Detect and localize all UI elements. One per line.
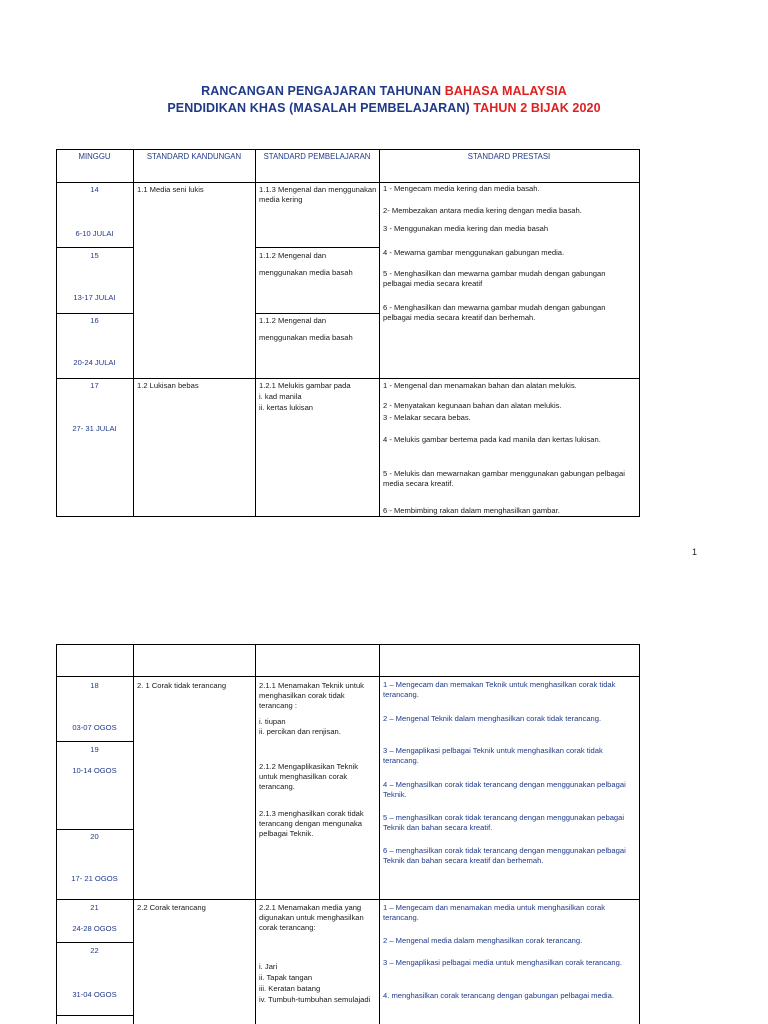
week-date: 27- 31 JULAI [72,424,117,433]
standard-prestasi: 5 - Melukis dan mewarnakan gambar menggunakan gabungan pelbagai media secara kreatif. [383,469,625,488]
header-minggu: MINGGU [78,152,111,161]
table-border [639,149,640,517]
standard-pembelajaran: 2.2.1 Menamakan media yang digunakan untuk menghasilkan corak terancang: [259,903,364,932]
week-number: 16 [90,316,99,325]
table-border [56,149,640,150]
standard-pembelajaran: menggunakan media basah [259,333,353,342]
standard-pembelajaran: iii. Keratan batang [259,984,321,993]
table-border [133,644,134,1024]
week-number: 17 [90,381,99,390]
standard-kandungan: 2. 1 Corak tidak terancang [137,681,227,690]
standard-prestasi: 3 – Mengaplikasi pelbagai media untuk menghasilkan corak terancang. [383,958,622,967]
table-border [56,829,133,830]
standard-prestasi: 3 - Melakar secara bebas. [383,413,471,422]
standard-prestasi: 1 – Mengecam dan memakan Teknik untuk menghasilkan corak tidak terancang. [383,680,616,699]
standard-prestasi: 5 - Menghasilkan dan mewarna gambar mudah dengan gabungan pelbagai media secara kreatif [383,269,606,288]
standard-prestasi: 2 – Mengenal Teknik dalam menghasilkan corak tidak terancang. [383,714,602,723]
table-border [56,247,133,248]
standard-pembelajaran: 1.1.2 Mengenal dan [259,251,327,260]
week-date: 03-07 OGOS [72,723,117,732]
standard-prestasi: 1 - Mengecam media kering dan media basah. [383,184,540,193]
header-standard-prestasi: STANDARD PRESTASI [467,152,551,161]
standard-prestasi: 4 - Mewarna gambar menggunakan gabungan media. [383,248,565,257]
week-number: 15 [90,251,99,260]
standard-kandungan: 1.2 Lukisan bebas [137,381,199,390]
table-border [133,149,134,517]
standard-prestasi: 5 – menghasilkan corak tidak terancang dengan menggunakan pebagai Teknik dan bahan secara kreatif. [383,813,625,832]
table-border [56,741,133,742]
table-border [56,676,640,677]
standard-pembelajaran: ii. Tapak tangan [259,973,313,982]
document-title-line-2 [0,101,768,115]
week-date: 24-28 OGOS [72,924,117,933]
header-standard-kandungan: STANDARD KANDUNGAN [146,152,242,161]
standard-prestasi: 2- Membezakan antara media kering dengan media basah. [383,206,582,215]
week-date: 13-17 JULAI [73,293,116,302]
table-border [255,247,379,248]
standard-pembelajaran: i. tiupan [259,717,286,726]
title-line-1-main: RANCANGAN PENGAJARAN TAHUNAN [201,84,445,98]
standard-prestasi: 4. menghasilkan corak terancang dengan gabungan pelbagai media. [383,991,614,1000]
title-line-2-main: PENDIDIKAN KHAS (MASALAH PEMBELAJARAN) [167,101,474,115]
document-title-line-1 [0,84,768,98]
week-date: 31-04 OGOS [72,990,117,999]
standard-prestasi: 3 - Menggunakan media kering dan media basah [383,224,549,233]
standard-prestasi: 1 - Mengenal dan menamakan bahan dan alatan melukis. [383,381,577,390]
standard-prestasi: 6 – menghasilkan corak tidak terancang dengan menggunakan pelbagai Teknik dan bahan secara kreatif dan berhemah. [383,846,626,865]
week-date: 10-14 OGOS [72,766,117,775]
table-border [56,313,133,314]
table-border [639,644,640,1024]
table-border [56,149,57,517]
table-border [379,644,380,1024]
table-border [56,378,640,379]
table-border [255,644,256,1024]
standard-pembelajaran: menggunakan media basah [259,268,353,277]
week-number: 14 [90,185,99,194]
week-date: 6-10 JULAI [75,229,114,238]
standard-prestasi: 2 - Menyatakan kegunaan bahan dan alatan melukis. [383,401,562,410]
standard-pembelajaran: i. kad manila [259,392,302,401]
standard-pembelajaran: 1.1.3 Mengenal dan menggunakan media kering [259,185,377,204]
standard-pembelajaran: 1.2.1 Melukis gambar pada [259,381,351,390]
title-line-2-class: TAHUN 2 BIJAK 2020 [473,101,601,115]
header-standard-pembelajaran: STANDARD PEMBELAJARAN [263,152,371,161]
standard-pembelajaran: 2.1.3 menghasilkan corak tidak terancang dengan mengunaka pelbagai Teknik. [259,809,364,838]
table-border [56,899,640,900]
standard-prestasi: 1 – Mengecam dan menamakan media untuk menghasilkan corak terancang. [383,903,606,922]
week-number: 21 [90,903,99,912]
week-number: 22 [90,946,99,955]
week-date: 20-24 JULAI [73,358,116,367]
standard-pembelajaran: iv. Tumbuh-tumbuhan semulajadi [259,995,371,1004]
week-date: 17- 21 OGOS [71,874,118,883]
table-border [56,1015,133,1016]
standard-prestasi: 3 – Mengaplikasi pelbagai Teknik untuk menghasilkan corak tidak terancang. [383,746,603,765]
table-border [255,313,379,314]
standard-prestasi: 4 – Menghasilkan corak tidak terancang dengan menggunakan pelbagai Teknik. [383,780,626,799]
table-border [56,516,640,517]
standard-pembelajaran: i. Jari [259,962,278,971]
standard-pembelajaran: ii. percikan dan renjisan. [259,727,341,736]
standard-kandungan: 2.2 Corak terancang [137,903,206,912]
standard-pembelajaran: 2.1.1 Menamakan Teknik untuk menghasilkan corak tidak terancang : [259,681,364,710]
table-border [56,182,640,183]
standard-pembelajaran: 2.1.2 Mengaplikasikan Teknik untuk menghasilkan corak terancang. [259,762,359,791]
standard-prestasi: 6 - Membimbing rakan dalam menghasilkan gambar. [383,506,560,515]
standard-pembelajaran: 1.1.2 Mengenal dan [259,316,327,325]
standard-pembelajaran: ii. kertas lukisan [259,403,314,412]
standard-prestasi: 4 - Melukis gambar bertema pada kad manila dan kertas lukisan. [383,435,601,444]
week-number: 19 [90,745,99,754]
standard-prestasi: 6 - Menghasilkan dan mewarna gambar mudah dengan gabungan pelbagai media secara kreatif dan berhemah. [383,303,606,322]
week-number: 20 [90,832,99,841]
standard-prestasi: 2 – Mengenal media dalam menghasilkan corak terancang. [383,936,583,945]
table-border [379,149,380,517]
standard-kandungan: 1.1 Media seni lukis [137,185,204,194]
week-number: 18 [90,681,99,690]
table-border [255,149,256,517]
title-line-1-subject: BAHASA MALAYSIA [444,84,567,98]
table-border [56,942,133,943]
page-number: 1 [692,547,698,557]
table-border [56,644,640,645]
